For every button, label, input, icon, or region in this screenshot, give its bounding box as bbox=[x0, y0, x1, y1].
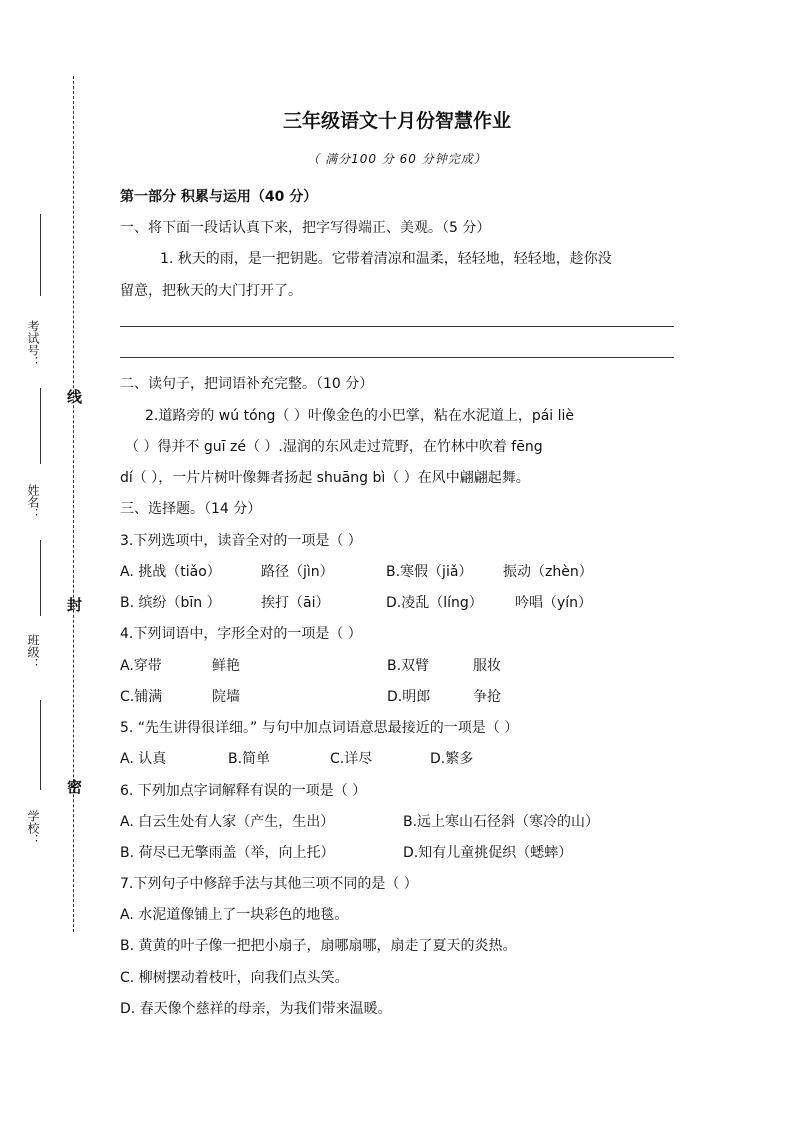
section1-passage-line1: 1. 秋天的雨，是一把钥匙。它带着清凉和温柔，轻轻地，轻轻地，趁你没 bbox=[160, 251, 612, 267]
q5-option-a: A. 认真 bbox=[120, 751, 167, 767]
q4-option-d: D.明郎 bbox=[387, 689, 431, 705]
q4-option-b2: 服妆 bbox=[473, 658, 501, 674]
q3-option-d2: 吟唱（yín） bbox=[515, 595, 593, 611]
school-label: 学校： bbox=[26, 810, 40, 846]
name-underline bbox=[40, 388, 41, 464]
school-underline bbox=[40, 700, 41, 790]
q4-stem: 4.下列词语中，字形全对的一项是（ ） bbox=[120, 626, 362, 642]
q5-option-b: B.简单 bbox=[228, 751, 271, 767]
q4-option-c2: 院墙 bbox=[212, 689, 240, 705]
q5-option-c: C.详尽 bbox=[330, 751, 373, 767]
name-label: 姓名： bbox=[26, 484, 40, 520]
q6-option-c: B. 荷尽已无擎雨盖（举，向上托） bbox=[120, 845, 335, 861]
seal-char-secret: 密 bbox=[67, 778, 83, 796]
seal-char-line: 线 bbox=[67, 388, 83, 406]
section2-line3: dí（ ），一片片树叶像舞者扬起 shuāng bì（ ）在风中翩翩起舞。 bbox=[120, 470, 530, 486]
part1-heading: 第一部分 积累与运用（40 分） bbox=[120, 189, 318, 205]
q4-option-d2: 争抢 bbox=[473, 689, 501, 705]
q7-option-b: B. 黄黄的叶子像一把把小扇子，扇哪扇哪，扇走了夏天的炎热。 bbox=[120, 938, 517, 954]
section2-line1: 2.道路旁的 wú tóng（ ）叶像金色的小巴掌，粘在水泥道上，pái liè bbox=[145, 408, 575, 424]
writing-line-1 bbox=[120, 326, 674, 327]
page-title: 三年级语文十月份智慧作业 bbox=[282, 110, 511, 132]
class-label: 班级： bbox=[26, 634, 40, 670]
q7-stem: 7.下列句子中修辞手法与其他三项不同的是（ ） bbox=[120, 876, 418, 892]
q6-option-b: B.远上寒山石径斜（寒冷的山） bbox=[403, 814, 600, 830]
q6-stem: 6. 下列加点字词解释有误的一项是（ ） bbox=[120, 783, 367, 799]
q4-option-c: C.铺满 bbox=[120, 689, 163, 705]
exam-no-underline bbox=[40, 214, 41, 296]
section1-passage-line2: 留意，把秋天的大门打开了。 bbox=[120, 283, 302, 299]
q3-option-a: A. 挑战（tiǎo） bbox=[120, 564, 221, 580]
exam-no-label: 考试号： bbox=[26, 320, 40, 368]
q3-option-d: D.凌乱（líng） bbox=[386, 595, 483, 611]
q5-stem: 5. “先生讲得很详细。” 与句中加点词语意思最接近的一项是（ ） bbox=[120, 720, 519, 736]
q3-stem: 3.下列选项中，读音全对的一项是（ ） bbox=[120, 533, 362, 549]
q3-option-b: B.寒假（jiǎ） bbox=[386, 564, 473, 580]
q7-option-a: A. 水泥道像铺上了一块彩色的地毯。 bbox=[120, 907, 349, 923]
q3-option-c2: 挨打（āi） bbox=[261, 595, 330, 611]
section3-heading: 三、选择题。（14 分） bbox=[120, 501, 262, 517]
section2-line2: （ ）得并不 guī zé（ ）.湿润的东风走过荒野，在竹林中吹着 fēng bbox=[125, 439, 543, 455]
section1-heading: 一、将下面一段话认真下来，把字写得端正、美观。（5 分） bbox=[120, 220, 491, 236]
q7-option-d: D. 春天像个慈祥的母亲，为我们带来温暖。 bbox=[120, 1001, 392, 1017]
q3-option-a2: 路径（jìn） bbox=[261, 564, 334, 580]
q4-option-a2: 鲜艳 bbox=[212, 658, 240, 674]
q6-option-d: D.知有儿童挑促织（蟋蟀） bbox=[403, 845, 573, 861]
fold-dashed-line bbox=[73, 76, 74, 932]
q4-option-a: A.穿带 bbox=[120, 658, 162, 674]
writing-line-2 bbox=[120, 357, 674, 358]
section2-heading: 二、读句子，把词语补充完整。（10 分） bbox=[120, 376, 374, 392]
q3-option-b2: 振动（zhèn） bbox=[503, 564, 593, 580]
page-subtitle: （ 满分100 分 60 分钟完成） bbox=[307, 152, 487, 166]
q4-option-b: B.双臂 bbox=[387, 658, 430, 674]
q5-option-d: D.繁多 bbox=[430, 751, 474, 767]
class-underline bbox=[40, 540, 41, 616]
q7-option-c: C. 柳树摆动着枝叶，向我们点头笑。 bbox=[120, 970, 349, 986]
q3-option-c: B. 缤纷（bīn ） bbox=[120, 595, 221, 611]
q6-option-a: A. 白云生处有人家（产生，生出） bbox=[120, 814, 335, 830]
seal-char-seal: 封 bbox=[67, 596, 83, 614]
